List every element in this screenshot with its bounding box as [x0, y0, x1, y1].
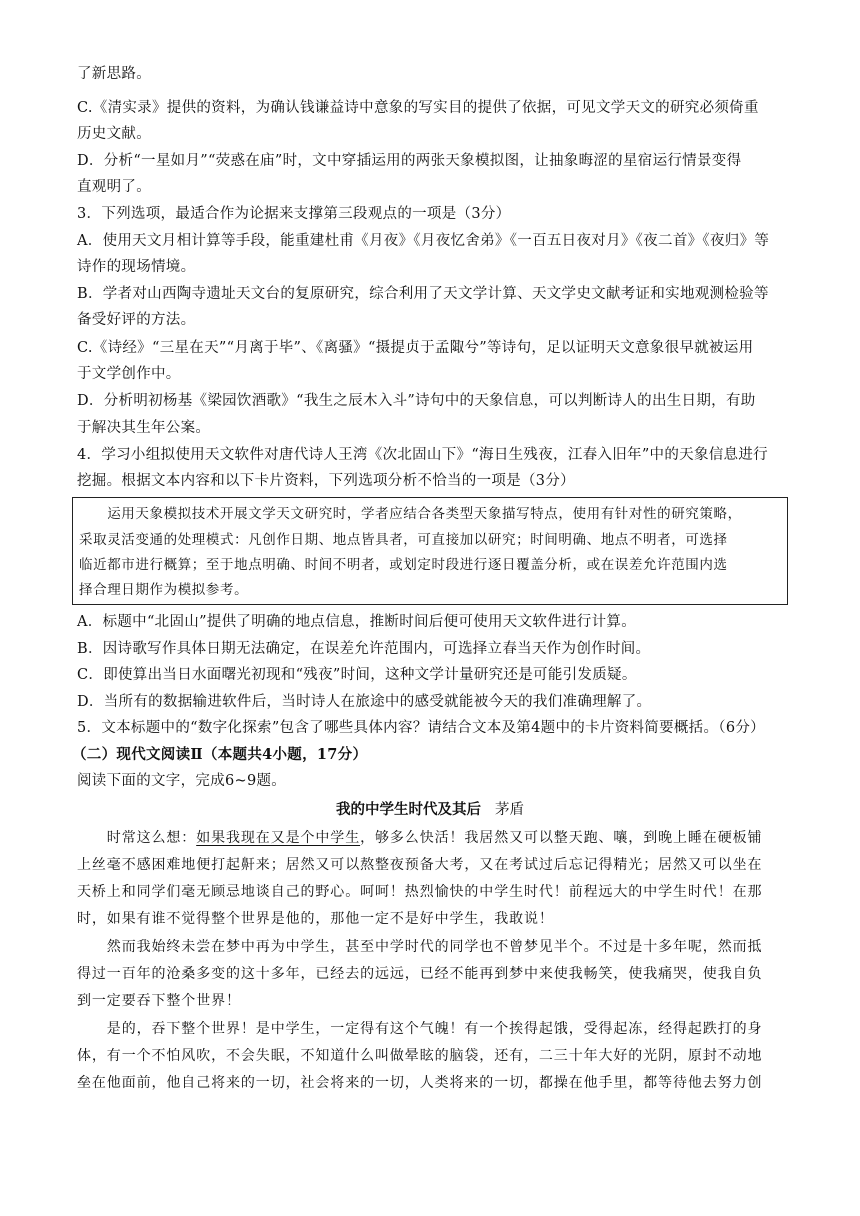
- option-c-q3: C.《诗经》“三星在天”“月离于毕”、《离骚》“摄提贞于孟陬兮”等诗句，足以证明天文意象很早就被运用: [77, 340, 754, 356]
- section-heading: （二）现代文阅读Ⅱ（本题共4小题，17分）: [72, 746, 368, 763]
- prose-line: 垒在他面前，他自己将来的一切，社会将来的一切，人类将来的一切，都操在他手里，都等待他去努力创: [77, 1075, 763, 1091]
- question-5: 5．文本标题中的“数字化探索”包含了哪些具体内容？请结合文本及第4题中的卡片资料简要概括。（6分）: [77, 720, 765, 736]
- text-line: 了新思路。: [77, 66, 151, 82]
- text-line: 历史文献。: [77, 126, 151, 142]
- text-line: 诗作的现场情境。: [77, 259, 196, 275]
- prose-line: 时，如果有谁不觉得整个世界是他的，那他一定不是好中学生，我敢说！: [77, 911, 554, 927]
- question-4: 4．学习小组拟使用天文软件对唐代诗人王湾《次北固山下》“海日生残夜，江春入旧年”中的天象信息进行: [77, 447, 768, 463]
- reference-card: [72, 497, 788, 605]
- card-line: 采取灵活变通的处理模式：凡创作日期、地点皆具者，可直接加以研究；时间明确、地点不明者，可选择: [79, 532, 728, 548]
- option-a-q3: A．使用天文月相计算等手段，能重建杜甫《月夜》《月夜忆舍弟》《一百五日夜对月》《夜二首》《夜归》等: [77, 233, 770, 249]
- para1-rest: ，够多么快活！我居然又可以整天跑、嚷，到晚上睡在硬板铺: [360, 830, 763, 846]
- prose-line: 天桥上和同学们毫无顾忌地谈自己的野心。呵呵！热烈愉快的中学生时代！前程远大的中学生时代！在那: [77, 884, 763, 900]
- text-line: 挖掘。根据文本内容和以下卡片资料，下列选项分析不恰当的一项是（3分）: [77, 473, 575, 489]
- option-c-q2: C.《清实录》提供的资料，为确认钱谦益诗中意象的写实目的提供了依据，可见文学天文的研究必须倚重: [77, 100, 759, 116]
- prose-line: 然而我始终未尝在梦中再为中学生，甚至中学时代的同学也不曾梦见半个。不过是十多年呢，然而抵: [77, 939, 763, 955]
- option-d-q4: D．当所有的数据输进软件后，当时诗人在旅途中的感受就能被今天的我们准确理解了。: [77, 694, 652, 710]
- card-line: 运用天象模拟技术开展文学天文研究时，学者应结合各类型天象描写特点，使用有针对性的研究策略，: [79, 506, 742, 522]
- text-line: 备受好评的方法。: [77, 312, 196, 328]
- option-a-q4: A．标题中“北固山”提供了明确的地点信息，推断时间后便可使用天文软件进行计算。: [77, 614, 636, 630]
- essay-author: 茅盾: [495, 802, 524, 818]
- essay-heading: [0, 800, 860, 820]
- text-line: 于解决其生年公案。: [77, 420, 211, 436]
- text-line: 直观明了。: [77, 179, 151, 195]
- option-d-q2: D．分析“一星如月”“荧惑在庙”时，文中穿插运用的两张天象模拟图，让抽象晦涩的星宿运行情景变得: [77, 153, 742, 169]
- option-d-q3: D．分析明初杨基《梁园饮酒歌》“我生之辰木入斗”诗句中的天象信息，可以判断诗人的出生日期，有助: [77, 393, 756, 409]
- prose-line: 上丝毫不感困难地便打起鼾来；居然又可以熬整夜预备大考，又在考试过后忘记得精光；居然又可以坐在: [77, 857, 763, 873]
- underlined-sentence: 如果我现在又是个中学生: [196, 830, 361, 846]
- text-line: 于文学创作中。: [77, 366, 181, 382]
- prose-line: 得过一百年的沧桑多变的这十多年，已经去的远远，已经不能再到梦中来使我畅笑，使我痛哭，使我自负: [77, 966, 763, 982]
- reading-instruction: 阅读下面的文字，完成6~9题。: [77, 773, 287, 789]
- card-line: 临近都市进行概算；至于地点明确、时间不明者，或划定时段进行逐日覆盖分析，或在误差允许范围内选: [79, 557, 728, 573]
- prose-line: 到一定要吞下整个世界！: [77, 993, 241, 1009]
- essay-title: 我的中学生时代及其后: [336, 801, 481, 818]
- option-c-q4: C．即使算出当日水面曙光初现和“残夜”时间，这种文学计量研究还是可能引发质疑。: [77, 667, 637, 683]
- question-3: 3．下列选项，最适合作为论据来支撑第三段观点的一项是（3分）: [77, 206, 511, 222]
- prose-line: [77, 828, 762, 848]
- option-b-q4: B．因诗歌写作具体日期无法确定，在误差允许范围内，可选择立春当天作为创作时间。: [77, 641, 651, 657]
- card-line: 择合理日期作为模拟参考。: [79, 582, 249, 598]
- prose-line: 体，有一个不怕风吹，不会失眠，不知道什么叫做晕眩的脑袋，还有，二三十年大好的光阴，原封不动地: [77, 1048, 763, 1064]
- option-b-q3: B．学者对山西陶寺遗址天文台的复原研究，综合利用了天文学计算、天文学史文献考证和实地观测检验等: [77, 286, 769, 302]
- para1-intro: 时常这么想：: [77, 830, 197, 846]
- prose-line: 是的，吞下整个世界！是中学生，一定得有这个气魄！有一个挨得起饿，受得起冻，经得起跌打的身: [77, 1021, 763, 1037]
